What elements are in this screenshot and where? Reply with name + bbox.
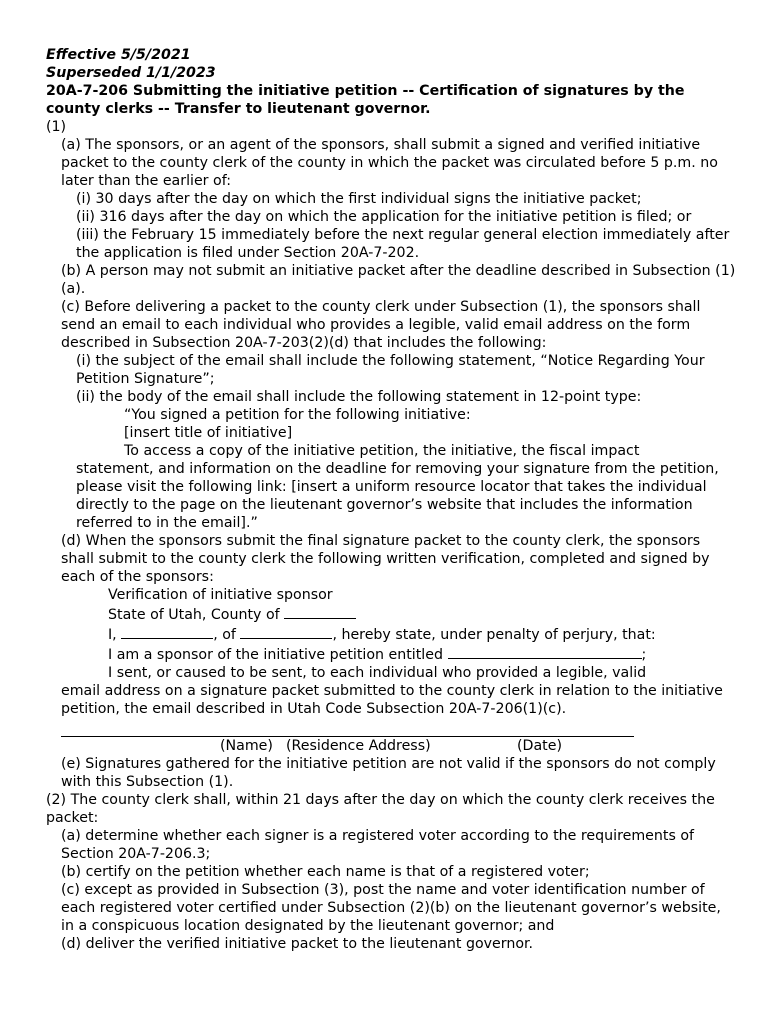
effective-date: Effective 5/5/2021 [46, 47, 191, 63]
signature-captions [46, 737, 736, 755]
signature-name-caption: (Name) [220, 738, 273, 754]
verification-sponsor-label: I am a sponsor of the initiative petition entitled [108, 647, 443, 663]
subsection-2a: (a) determine whether each signer is a registered voter according to the requirements of Section 20A-7-206.3; [61, 828, 695, 862]
verification-sponsor [46, 644, 736, 664]
email-line-2: [insert title of initiative] [124, 425, 293, 441]
subsection-1a-ii: (ii) 316 days after the day on which the application for the initiative petition is filed; or [76, 209, 692, 225]
verification-state-label: State of Utah, County of [108, 607, 280, 623]
subsection-1a: (a) The sponsors, or an agent of the sponsors, shall submit a signed and verified initiative packet to the county clerk of the county in which the packet was circulated before 5 p.m. no later than the earlier of: [61, 137, 718, 189]
email-line-3-cont: statement, and information on the deadline for removing your signature from the petition, please visit the following link: [insert a uniform resource locator that takes the individual directly to the page on the lieutenant governor’s website that includes the information referred to in the email].” [76, 461, 719, 531]
subsection-1c: (c) Before delivering a packet to the county clerk under Subsection (1), the sponsors shall send an email to each individual who provides a legible, valid email address on the form described in Subsection 20A-7-203(2)(d) that includes the following: [61, 299, 701, 351]
statute-document [46, 46, 736, 953]
subsection-1e: (e) Signatures gathered for the initiative petition are not valid if the sponsors do not comply with this Subsection (1). [61, 756, 716, 790]
verification-title: Verification of initiative sponsor [108, 587, 333, 603]
email-line-3: To access a copy of the initiative petition, the initiative, the fiscal impact [124, 443, 640, 459]
subsection-2d: (d) deliver the verified initiative packet to the lieutenant governor. [61, 936, 534, 952]
superseded-date: Superseded 1/1/2023 [46, 65, 216, 81]
verification-semicolon: ; [641, 647, 647, 663]
county-blank [284, 604, 356, 619]
email-line-1: “You signed a petition for the following initiative: [124, 407, 471, 423]
residence-blank [240, 624, 332, 639]
verification-hereby-label: , hereby state, under penalty of perjury, that: [332, 627, 656, 643]
verification-sent: I sent, or caused to be sent, to each individual who provided a legible, valid [108, 665, 647, 681]
subsection-2c: (c) except as provided in Subsection (3), post the name and voter identification number of each registered voter certified under Subsection (2)(b) on the lieutenant governor’s website, in a conspicuous location designated by the lieutenant governor; and [61, 882, 721, 934]
subsection-1a-i: (i) 30 days after the day on which the first individual signs the initiative packet; [76, 191, 642, 207]
subsection-1-label: (1) [46, 119, 67, 135]
subsection-2b: (b) certify on the petition whether each name is that of a registered voter; [61, 864, 590, 880]
verification-sent-cont: email address on a signature packet submitted to the county clerk in relation to the initiative petition, the email described in Utah Code Subsection 20A-7-206(1)(c). [61, 683, 723, 717]
subsection-2: (2) The county clerk shall, within 21 days after the day on which the county clerk receives the packet: [46, 792, 715, 826]
name-blank [121, 624, 213, 639]
signature-date-caption: (Date) [517, 738, 562, 754]
verification-of-label: , of [213, 627, 236, 643]
subsection-1c-i: (i) the subject of the email shall include the following statement, “Notice Regarding Your Petition Signature”; [76, 353, 705, 387]
subsection-1a-iii: (iii) the February 15 immediately before the next regular general election immediately after the application is filed under Section 20A-7-202. [76, 227, 730, 261]
subsection-1d: (d) When the sponsors submit the final signature packet to the county clerk, the sponsors shall submit to the county clerk the following written verification, completed and signed by each of the sponsors: [61, 533, 710, 585]
section-title: 20A-7-206 Submitting the initiative petition -- Certification of signatures by the county clerks -- Transfer to lieutenant governor. [46, 83, 685, 117]
verification-identity [46, 624, 736, 644]
subsection-1b: (b) A person may not submit an initiative packet after the deadline described in Subsection (1)(a). [61, 263, 736, 297]
verification-i-label: I, [108, 627, 117, 643]
initiative-title-blank [448, 644, 642, 659]
verification-state [46, 604, 736, 624]
signature-address-caption: (Residence Address) [286, 738, 431, 754]
subsection-1c-ii: (ii) the body of the email shall include the following statement in 12-point type: [76, 389, 642, 405]
signature-line [61, 726, 634, 737]
